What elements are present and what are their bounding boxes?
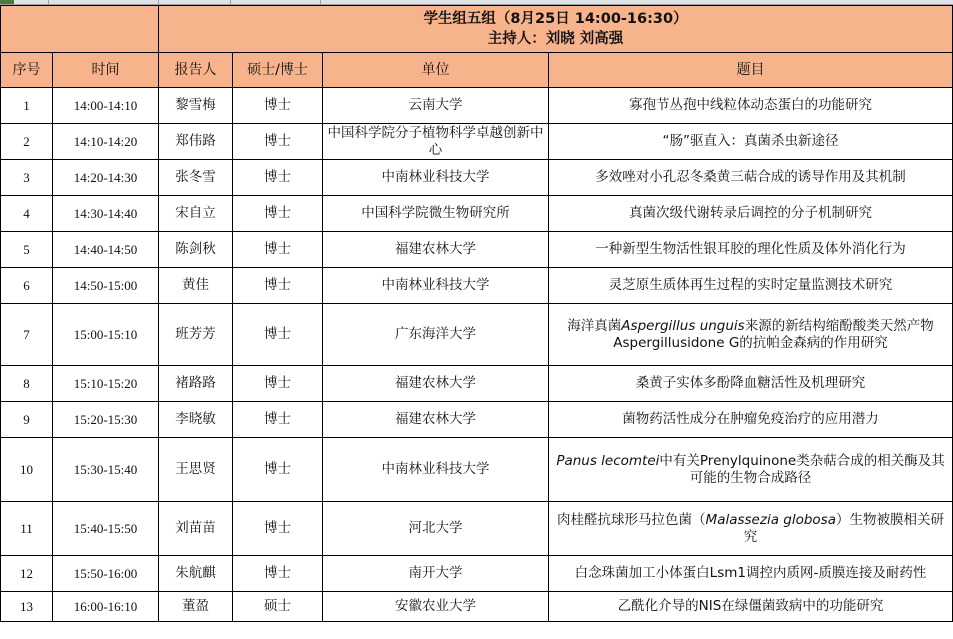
- session-hosts: 主持人：刘晓 刘高强: [487, 31, 624, 47]
- cell-topic[interactable]: [549, 502, 953, 556]
- cell-topic[interactable]: [549, 438, 953, 502]
- cell-time[interactable]: 15:30-15:40: [53, 438, 159, 502]
- cell-unit[interactable]: 福建农林大学: [323, 402, 549, 438]
- cell-index[interactable]: 1: [1, 88, 53, 124]
- topic-text-post: 中有关Prenylquinone类杂萜合成的相关酶及其可能的生物合成路径: [659, 452, 945, 486]
- table-row: [1, 592, 953, 622]
- cell-index[interactable]: 8: [1, 366, 53, 402]
- cell-degree[interactable]: 博士: [233, 124, 323, 160]
- cell-degree[interactable]: 博士: [233, 402, 323, 438]
- cell-unit[interactable]: 中国科学院微生物研究所: [323, 196, 549, 232]
- topic-text-post: 来源的新结构缩酚酸类天然产物Aspergillusidone G的抗帕金森病的作用研究: [613, 317, 934, 351]
- cell-unit[interactable]: 河北大学: [323, 502, 549, 556]
- column-cell: [0, 0, 49, 4]
- column-cell: [48, 0, 159, 4]
- topic-species-italic: Aspergillus unguis: [621, 317, 745, 334]
- cell-index[interactable]: 13: [1, 592, 53, 622]
- header-degree[interactable]: 硕士/博士: [233, 53, 323, 88]
- header-speaker[interactable]: 报告人: [159, 53, 233, 88]
- table-row: [1, 402, 953, 438]
- cell-topic[interactable]: 多效唑对小孔忍冬桑黄三萜合成的诱导作用及其机制: [549, 160, 953, 196]
- cell-degree[interactable]: 硕士: [233, 592, 323, 622]
- header-topic[interactable]: 题目: [549, 53, 953, 88]
- cell-unit[interactable]: 安徽农业大学: [323, 592, 549, 622]
- cell-index[interactable]: 11: [1, 502, 53, 556]
- cell-time[interactable]: 14:30-14:40: [53, 196, 159, 232]
- header-time[interactable]: 时间: [53, 53, 159, 88]
- cell-topic[interactable]: [549, 304, 953, 366]
- cell-unit[interactable]: 中国科学院分子植物科学卓越创新中心: [323, 124, 549, 160]
- cell-time[interactable]: 15:00-15:10: [53, 304, 159, 366]
- table-row: [1, 502, 953, 556]
- cell-unit[interactable]: 中南林业科技大学: [323, 160, 549, 196]
- cell-degree[interactable]: 博士: [233, 366, 323, 402]
- session-title-cell[interactable]: [159, 6, 953, 53]
- cell-degree[interactable]: 博士: [233, 196, 323, 232]
- cell-speaker[interactable]: 张冬雪: [159, 160, 233, 196]
- cell-index[interactable]: 3: [1, 160, 53, 196]
- table-row: [1, 124, 953, 160]
- topic-species-italic: Malassezia globosa: [705, 511, 836, 528]
- cell-time[interactable]: 15:50-16:00: [53, 556, 159, 592]
- cell-topic[interactable]: “肠”驱直入：真菌杀虫新途径: [549, 124, 953, 160]
- table-row: [1, 160, 953, 196]
- topic-text-pre: 海洋真菌: [567, 317, 622, 334]
- cell-index[interactable]: 2: [1, 124, 53, 160]
- table-row: [1, 366, 953, 402]
- cell-unit[interactable]: 福建农林大学: [323, 366, 549, 402]
- cell-degree[interactable]: 博士: [233, 304, 323, 366]
- table-row: [1, 556, 953, 592]
- cell-time[interactable]: 15:20-15:30: [53, 402, 159, 438]
- table-row: [1, 438, 953, 502]
- table-row: [1, 232, 953, 268]
- cell-time[interactable]: 14:00-14:10: [53, 88, 159, 124]
- cell-speaker[interactable]: 王思贤: [159, 438, 233, 502]
- cell-degree[interactable]: 博士: [233, 438, 323, 502]
- cell-index[interactable]: 10: [1, 438, 53, 502]
- cell-topic[interactable]: 一种新型生物活性银耳胶的理化性质及体外消化行为: [549, 232, 953, 268]
- header-row: [1, 53, 953, 88]
- cell-unit[interactable]: 广东海洋大学: [323, 304, 549, 366]
- column-cell: [230, 0, 321, 4]
- header-unit[interactable]: 单位: [323, 53, 549, 88]
- cell-unit[interactable]: 南开大学: [323, 556, 549, 592]
- cell-unit[interactable]: 福建农林大学: [323, 232, 549, 268]
- cell-degree[interactable]: 博士: [233, 556, 323, 592]
- cell-unit[interactable]: 云南大学: [323, 88, 549, 124]
- cell-speaker[interactable]: 朱航麒: [159, 556, 233, 592]
- cell-speaker[interactable]: 黄佳: [159, 268, 233, 304]
- topic-text-post: ）生物被膜相关研究: [743, 511, 944, 545]
- cell-topic[interactable]: 白念珠菌加工小体蛋白Lsm1调控内质网-质膜连接及耐药性: [549, 556, 953, 592]
- cell-speaker[interactable]: 褚路路: [159, 366, 233, 402]
- schedule-table: [0, 5, 953, 622]
- cell-degree[interactable]: 博士: [233, 232, 323, 268]
- cell-degree[interactable]: 博士: [233, 160, 323, 196]
- cell-time[interactable]: 14:10-14:20: [53, 124, 159, 160]
- cell-index[interactable]: 9: [1, 402, 53, 438]
- cell-time[interactable]: 15:10-15:20: [53, 366, 159, 402]
- cell-topic[interactable]: 菌物药活性成分在肿瘤免疫治疗的应用潜力: [549, 402, 953, 438]
- topic-text-pre: 肉桂醛抗球形马拉色菌（: [557, 511, 706, 528]
- title-blank-cell[interactable]: [1, 6, 159, 53]
- cell-time[interactable]: 16:00-16:10: [53, 592, 159, 622]
- topic-species-italic: Panus lecomtei: [556, 452, 660, 469]
- title-row: [1, 6, 953, 53]
- cell-speaker[interactable]: 陈剑秋: [159, 232, 233, 268]
- cell-time[interactable]: 14:50-15:00: [53, 268, 159, 304]
- cell-speaker[interactable]: 班芳芳: [159, 304, 233, 366]
- cell-index[interactable]: 12: [1, 556, 53, 592]
- table-row: [1, 268, 953, 304]
- cell-degree[interactable]: 博士: [233, 502, 323, 556]
- column-cell: [158, 0, 231, 4]
- cell-speaker[interactable]: 董盈: [159, 592, 233, 622]
- cell-index[interactable]: 7: [1, 304, 53, 366]
- cell-speaker[interactable]: 黎雪梅: [159, 88, 233, 124]
- table-row: [1, 304, 953, 366]
- header-index[interactable]: 序号: [1, 53, 53, 88]
- cell-speaker[interactable]: 郑伟路: [159, 124, 233, 160]
- cell-unit[interactable]: 中南林业科技大学: [323, 268, 549, 304]
- cell-topic[interactable]: 乙酰化介导的NIS在绿僵菌致病中的功能研究: [549, 592, 953, 622]
- cell-topic[interactable]: 灵芝原生质体再生过程的实时定量监测技术研究: [549, 268, 953, 304]
- table-row: [1, 88, 953, 124]
- table-row: [1, 196, 953, 232]
- cell-time[interactable]: 15:40-15:50: [53, 502, 159, 556]
- cell-topic[interactable]: 桑黄子实体多酚降血糖活性及机理研究: [549, 366, 953, 402]
- cell-index[interactable]: 4: [1, 196, 53, 232]
- cell-speaker[interactable]: 宋自立: [159, 196, 233, 232]
- cell-topic[interactable]: 寡孢节丛孢中线粒体动态蛋白的功能研究: [549, 88, 953, 124]
- cell-time[interactable]: 14:40-14:50: [53, 232, 159, 268]
- cell-topic[interactable]: 真菌次级代谢转录后调控的分子机制研究: [549, 196, 953, 232]
- cell-speaker[interactable]: 刘苗苗: [159, 502, 233, 556]
- cell-speaker[interactable]: 李晓敏: [159, 402, 233, 438]
- cell-index[interactable]: 5: [1, 232, 53, 268]
- session-title: 学生组五组（8月25日 14:00-16:30）: [423, 11, 688, 27]
- cell-index[interactable]: 6: [1, 268, 53, 304]
- cell-degree[interactable]: 博士: [233, 88, 323, 124]
- cell-time[interactable]: 14:20-14:30: [53, 160, 159, 196]
- cell-unit[interactable]: 中南林业科技大学: [323, 438, 549, 502]
- cell-degree[interactable]: 博士: [233, 268, 323, 304]
